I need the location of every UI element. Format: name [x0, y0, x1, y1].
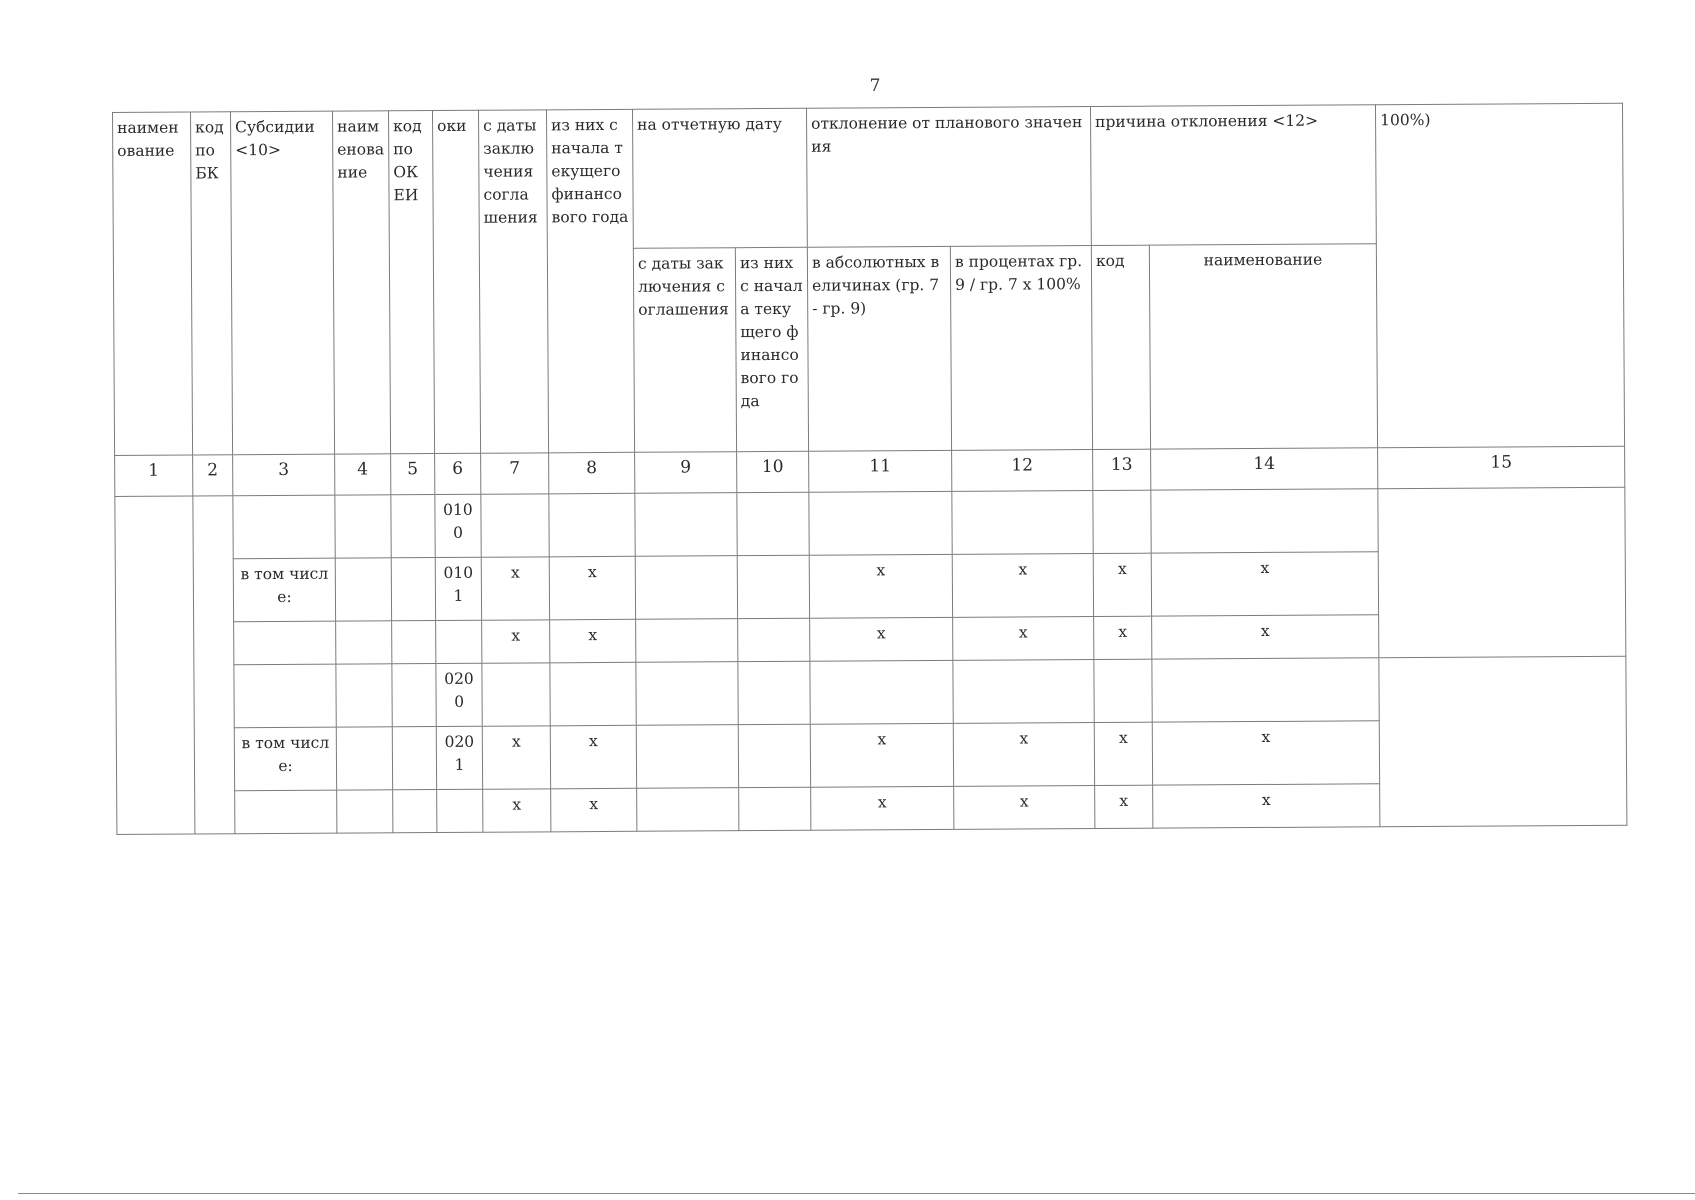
- cell-subsidy-label: в том числе:: [233, 558, 335, 622]
- hdr-report-since-agreement: с даты заключения соглашения: [633, 248, 736, 453]
- hdr-okei-code: код по ОКЕИ: [388, 111, 434, 454]
- cell-name: [115, 496, 195, 834]
- cell-x: x: [551, 788, 637, 832]
- cell: [1152, 658, 1379, 722]
- cell-x: x: [953, 723, 1094, 787]
- cell-x: x: [550, 725, 636, 789]
- col-number: 6: [435, 453, 481, 494]
- hdr-group-report-date: на отчетную дату: [632, 108, 807, 248]
- hdr-since-year-start: из них с начала текущего финансового года: [546, 109, 634, 453]
- cell: [738, 618, 810, 661]
- cell-unit-name: [337, 790, 393, 833]
- cell-unit-name: [335, 495, 391, 558]
- col-number: 13: [1093, 449, 1151, 490]
- table-row: [115, 487, 1625, 559]
- cell-x: x: [811, 786, 954, 830]
- hdr-group-deviation: отклонение от планового значения: [807, 107, 1092, 248]
- cell: [737, 492, 809, 555]
- cell-x: x: [1153, 784, 1380, 828]
- col-number: 15: [1378, 446, 1625, 489]
- cell-unit-name: [336, 664, 392, 727]
- cell-x: x: [954, 786, 1095, 830]
- cell: [636, 662, 738, 726]
- hdr-since-agreement: с даты заключения соглашения: [478, 110, 548, 453]
- cell-x: x: [810, 617, 953, 661]
- cell-x: x: [1094, 722, 1152, 785]
- cell-x: x: [481, 557, 549, 620]
- cell-x: x: [550, 619, 636, 663]
- cell: [1093, 490, 1151, 553]
- col-number: 5: [391, 454, 435, 495]
- cell-x: x: [482, 620, 550, 663]
- cell-subsidy-label: в том числе:: [234, 727, 336, 791]
- cell-x: x: [549, 556, 635, 620]
- cell-subsidy: [234, 664, 336, 728]
- hdr-dev-absolute: в абсолютных величинах (гр. 7 - гр. 9): [807, 246, 951, 451]
- cell-okei: [391, 558, 435, 621]
- cell-okei: [393, 790, 437, 833]
- cell-col15: [1379, 656, 1627, 827]
- hdr-name: наименование: [113, 112, 193, 455]
- cell-row-code: 0201: [436, 726, 482, 789]
- cell-subsidy: [235, 790, 337, 834]
- page-number: 7: [869, 76, 881, 96]
- cell: [549, 493, 635, 557]
- table-row: [116, 656, 1626, 728]
- cell: [952, 491, 1093, 555]
- hdr-col15: 100%): [1376, 103, 1625, 448]
- col-number: 7: [481, 453, 549, 494]
- cell-x: x: [1095, 785, 1153, 828]
- hdr-reason-name: наименование: [1149, 244, 1377, 449]
- col-number: 2: [193, 455, 233, 496]
- cell: [635, 493, 737, 557]
- cell-x: x: [1093, 553, 1151, 616]
- cell-x: x: [1152, 615, 1379, 659]
- cell: [809, 491, 952, 555]
- cell-x: x: [1151, 552, 1378, 616]
- cell-unit-name: [335, 558, 391, 621]
- hdr-subsidies: Субсидии <10>: [231, 111, 335, 455]
- col-number: 11: [809, 450, 952, 492]
- col-number: 4: [335, 454, 391, 495]
- cell-row-code: 0200: [436, 663, 482, 726]
- cell: [636, 725, 738, 789]
- hdr-reason-code: код: [1091, 245, 1150, 449]
- cell: [738, 661, 810, 724]
- cell-x: x: [809, 554, 952, 618]
- cell-subsidy: [233, 495, 335, 559]
- cell: [636, 619, 738, 663]
- cell: [738, 724, 810, 787]
- hdr-group-reason: причина отклонения <12>: [1091, 105, 1377, 246]
- cell: [482, 663, 550, 726]
- cell-row-code: 0101: [435, 557, 481, 620]
- hdr-dev-percent: в процентах гр. 9 / гр. 7 x 100%: [950, 246, 1092, 451]
- cell: [810, 660, 953, 724]
- col-number: 9: [635, 452, 737, 494]
- cell: [739, 787, 811, 830]
- cell-col15: [1378, 487, 1626, 658]
- cell-okei: [392, 621, 436, 664]
- hdr-code-bk: код по БК: [191, 112, 233, 455]
- cell: [635, 556, 737, 620]
- page-bottom-divider: [18, 1193, 1695, 1194]
- cell-row-code: [437, 789, 483, 832]
- cell-code-bk: [193, 496, 235, 834]
- col-number: 3: [233, 454, 335, 496]
- report-table: [112, 103, 1627, 835]
- cell-x: x: [483, 789, 551, 832]
- cell-okei: [391, 495, 435, 558]
- cell-x: x: [1152, 721, 1379, 785]
- cell-x: x: [482, 726, 550, 789]
- cell: [1094, 659, 1152, 722]
- cell-subsidy: [234, 621, 336, 665]
- col-number: 1: [115, 455, 193, 496]
- cell-unit-name: [336, 621, 392, 664]
- cell-x: x: [952, 554, 1093, 618]
- cell-unit-name: [336, 727, 392, 790]
- cell-x: x: [1094, 616, 1152, 659]
- cell-row-code: [436, 620, 482, 663]
- col-number: 14: [1151, 448, 1378, 490]
- cell: [737, 555, 809, 618]
- hdr-oki: оки: [432, 110, 480, 453]
- header-row-top: [113, 103, 1624, 251]
- cell: [550, 662, 636, 726]
- cell-x: x: [810, 723, 953, 787]
- col-number: 8: [549, 452, 635, 494]
- cell-x: x: [953, 617, 1094, 661]
- hdr-unit-name: наименование: [332, 111, 390, 454]
- col-number: 10: [737, 451, 809, 492]
- cell: [481, 494, 549, 557]
- cell-okei: [392, 727, 436, 790]
- cell: [953, 660, 1094, 724]
- cell: [637, 788, 739, 832]
- col-number: 12: [952, 450, 1093, 492]
- hdr-report-since-year-start: из них с начала текущего финансового года: [735, 247, 808, 451]
- cell: [1151, 489, 1378, 553]
- cell-okei: [392, 664, 436, 727]
- cell-row-code: 0100: [435, 494, 481, 557]
